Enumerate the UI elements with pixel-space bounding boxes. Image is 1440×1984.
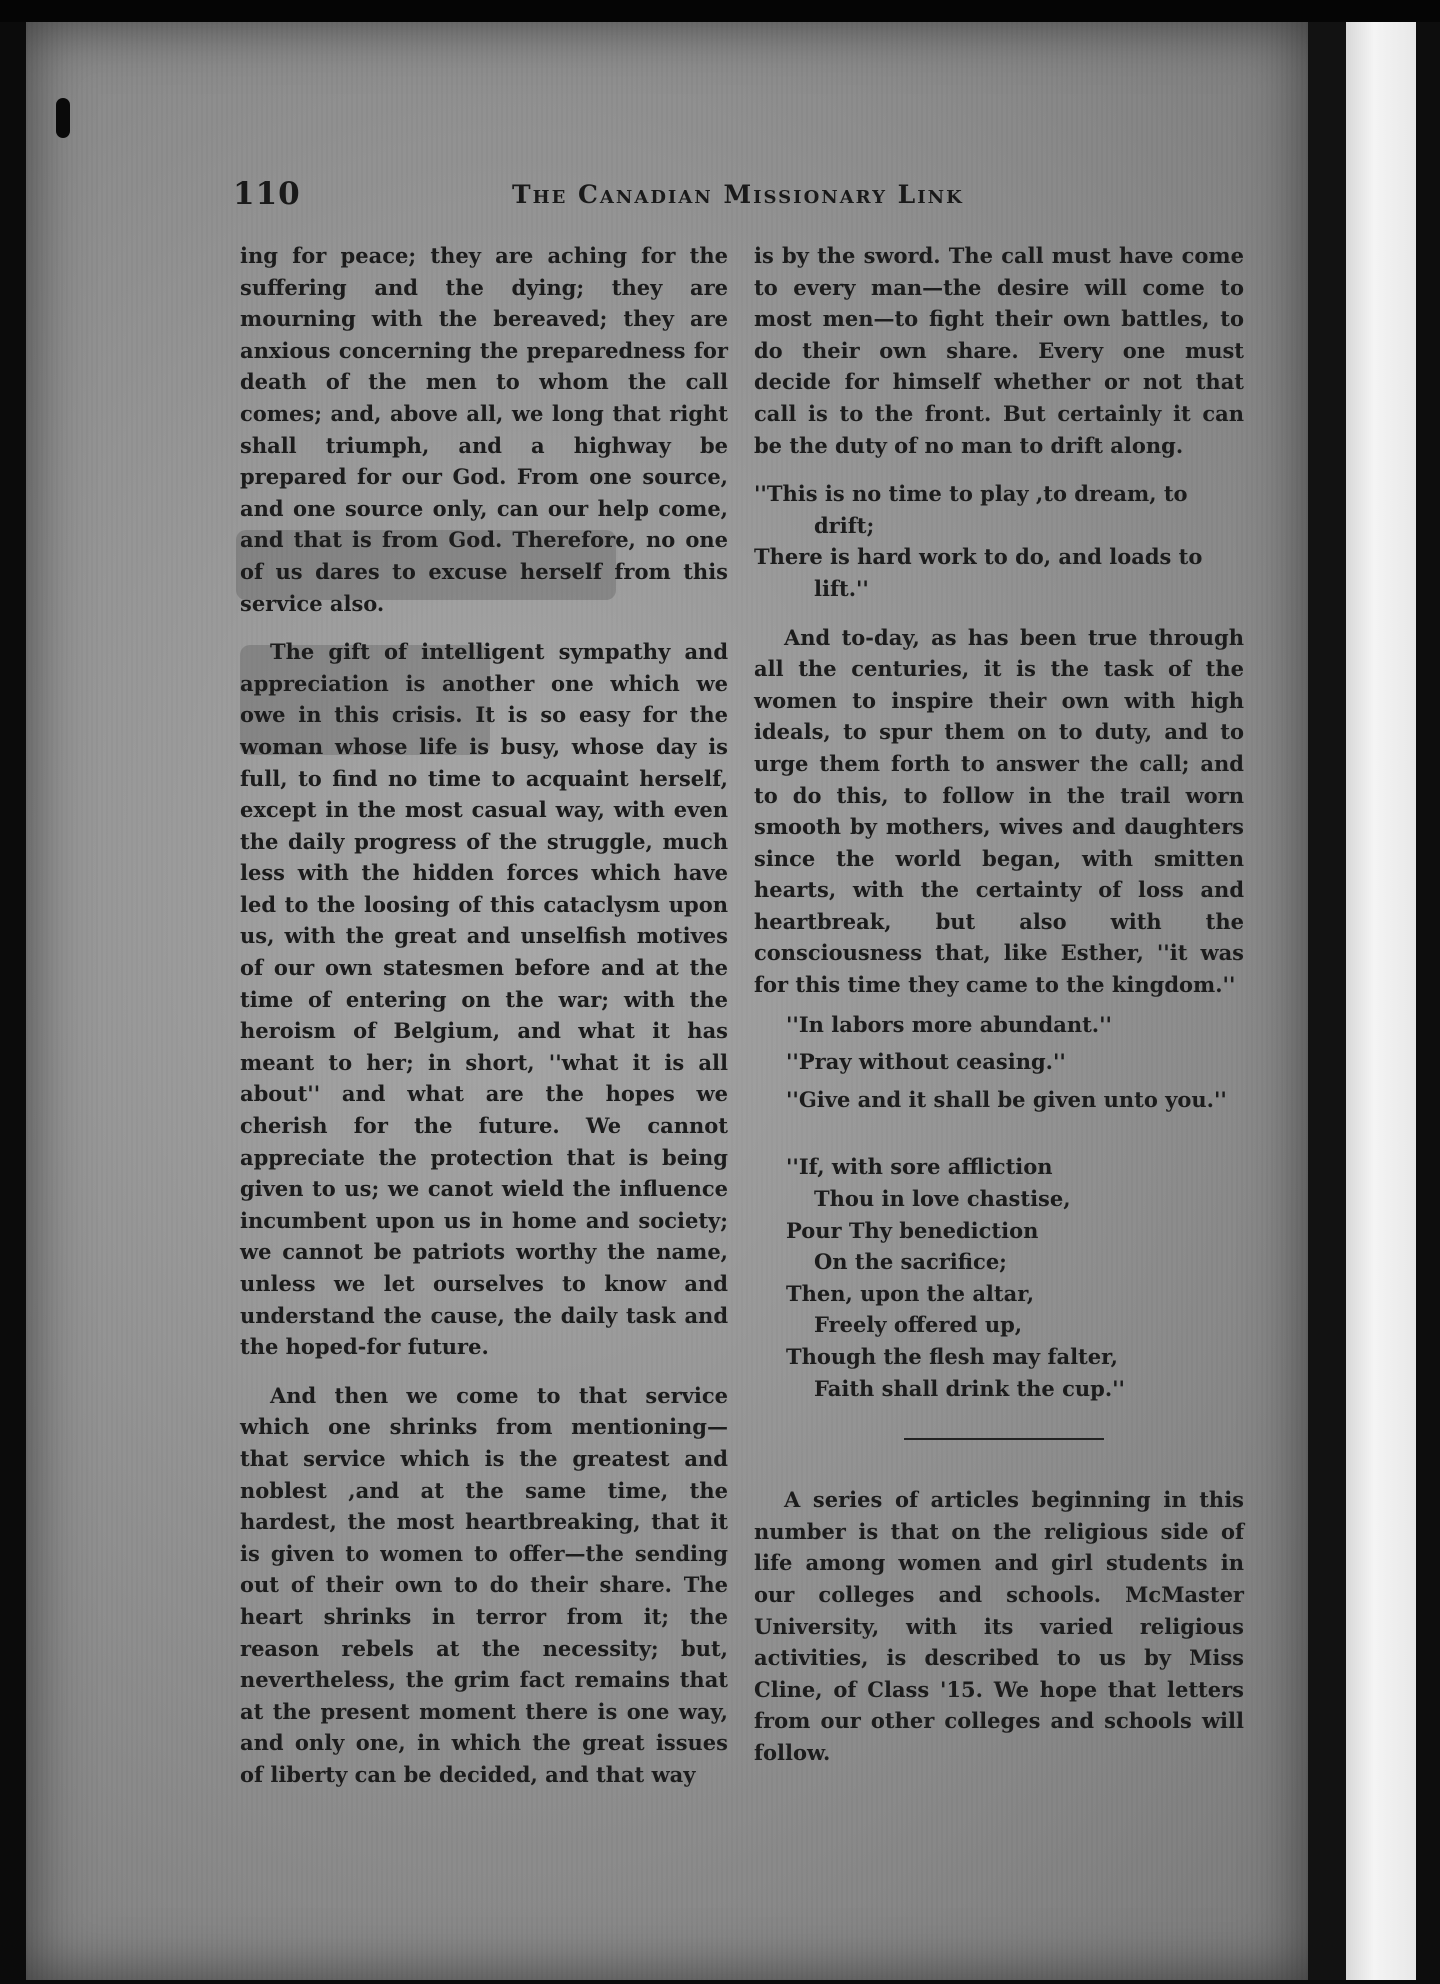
verse-quote-line: ''This is no time to play ,to dream, to drift; [754, 481, 1188, 538]
page-number: 110 [233, 176, 301, 212]
hymn-line: Though the flesh may falter, [786, 1344, 1118, 1369]
hymn-line: Thou in love chastise, [814, 1186, 1071, 1212]
scan-top-border [0, 0, 1440, 22]
paragraph: And then we come to that service which one shrinks from mentioning—that service which is the greatest and noblest ,and at the same time, the hardest, the most heartbreaking, that it is given to women to offer—the sending out of their own to do their share. The heart shrinks in terror from it; the reason rebels at the necessity; but, nevertheless, the grim fact remains that at the present moment there is one way, and only one, in which the great issues of liberty can be decided, and that way [240, 1382, 728, 1787]
hymn-line: Then, upon the altar, [786, 1280, 1035, 1306]
hymn-line: Pour Thy benediction [786, 1217, 1039, 1243]
paragraph: A series of articles beginning in this number is that on the religious side of life among women and girl students in our colleges and schools. McMaster University, with its varied religious activities, is described to us by Miss Cline, of Class '15. We hope that letters from our other colleges and schools will follow. [754, 1487, 1244, 1765]
paragraph: The gift of intelligent sympathy and appreciation is another one which we owe in this crisis. It is so easy for the woman whose life is busy, whose day is full, to find no time to acquaint herself, except in the most casual way, with even the daily progress of the struggle, much less with the hidden forces which have led to the loosing of this cataclysm upon us, with the great and unselfish motives of our own statesmen before and at the time of entering on the war; with the heroism of Belgium, and what it has meant to her; in short, ''what it is all about'' and what are the hopes we cherish for the future. We cannot appreciate the protection that is being given to us; we canot wield the influence incumbent upon us in home and society; we cannot be patriots worthy the name, unless we let ourselves to know and understand the cause, the daily task and the hoped-for future. [240, 639, 728, 1360]
hymn-line: Freely offered up, [814, 1312, 1023, 1338]
verse-quote-line: There is hard work to do, and loads to lift.'' [754, 544, 1203, 601]
scripture-quote: ''In labors more abundant.'' [786, 1011, 1112, 1037]
paragraph: is by the sword. The call must have come to every man—the desire will come to most men—to fight their own battles, to do their own share. Every one must decide for himself whether or not that call is to the front. But certainly it can be the duty of no man to drift along. [754, 243, 1244, 458]
hymn-line: ''If, with sore affliction [786, 1154, 1053, 1180]
binding-hole [56, 98, 70, 138]
paragraph: ing for peace; they are aching for the suffering and the dying; they are mourning with the bereaved; they are anxious concerning the preparedness for death of the men to whom the call comes; and, above all, we long that right shall triumph, and a highway be prepared for our God. From one source, and one source only, can our help come, and that is from God. Therefore, no one of us dares to excuse herself from this service also. [240, 243, 728, 616]
hymn-stanza [754, 1151, 1244, 1404]
running-title: The Canadian Missionary Link [512, 180, 964, 209]
hymn-line: On the sacrifice; [814, 1249, 1007, 1275]
scan-gutter-shadow [1308, 22, 1346, 1980]
left-column [240, 240, 728, 1791]
scan-right-border [1416, 22, 1440, 1980]
next-page-edge [1346, 22, 1416, 1980]
scripture-quote: ''Give and it shall be given unto you.'' [786, 1086, 1227, 1112]
right-column [754, 240, 1244, 1769]
hymn-line: Faith shall drink the cup.'' [814, 1375, 1125, 1401]
paragraph: And to-day, as has been true through all the centuries, it is the task of the women to inspire their own with high ideals, to spur them on to duty, and to urge them forth to answer the call; and to do this, to follow in the trail worn smooth by mothers, wives and daughters since the world began, with smitten hearts, with the certainty of loss and heartbreak, but also with the consciousness that, like Esther, ''it was for this time they came to the kingdom.'' [754, 624, 1244, 998]
scripture-quote: ''Pray without ceasing.'' [786, 1049, 1066, 1075]
